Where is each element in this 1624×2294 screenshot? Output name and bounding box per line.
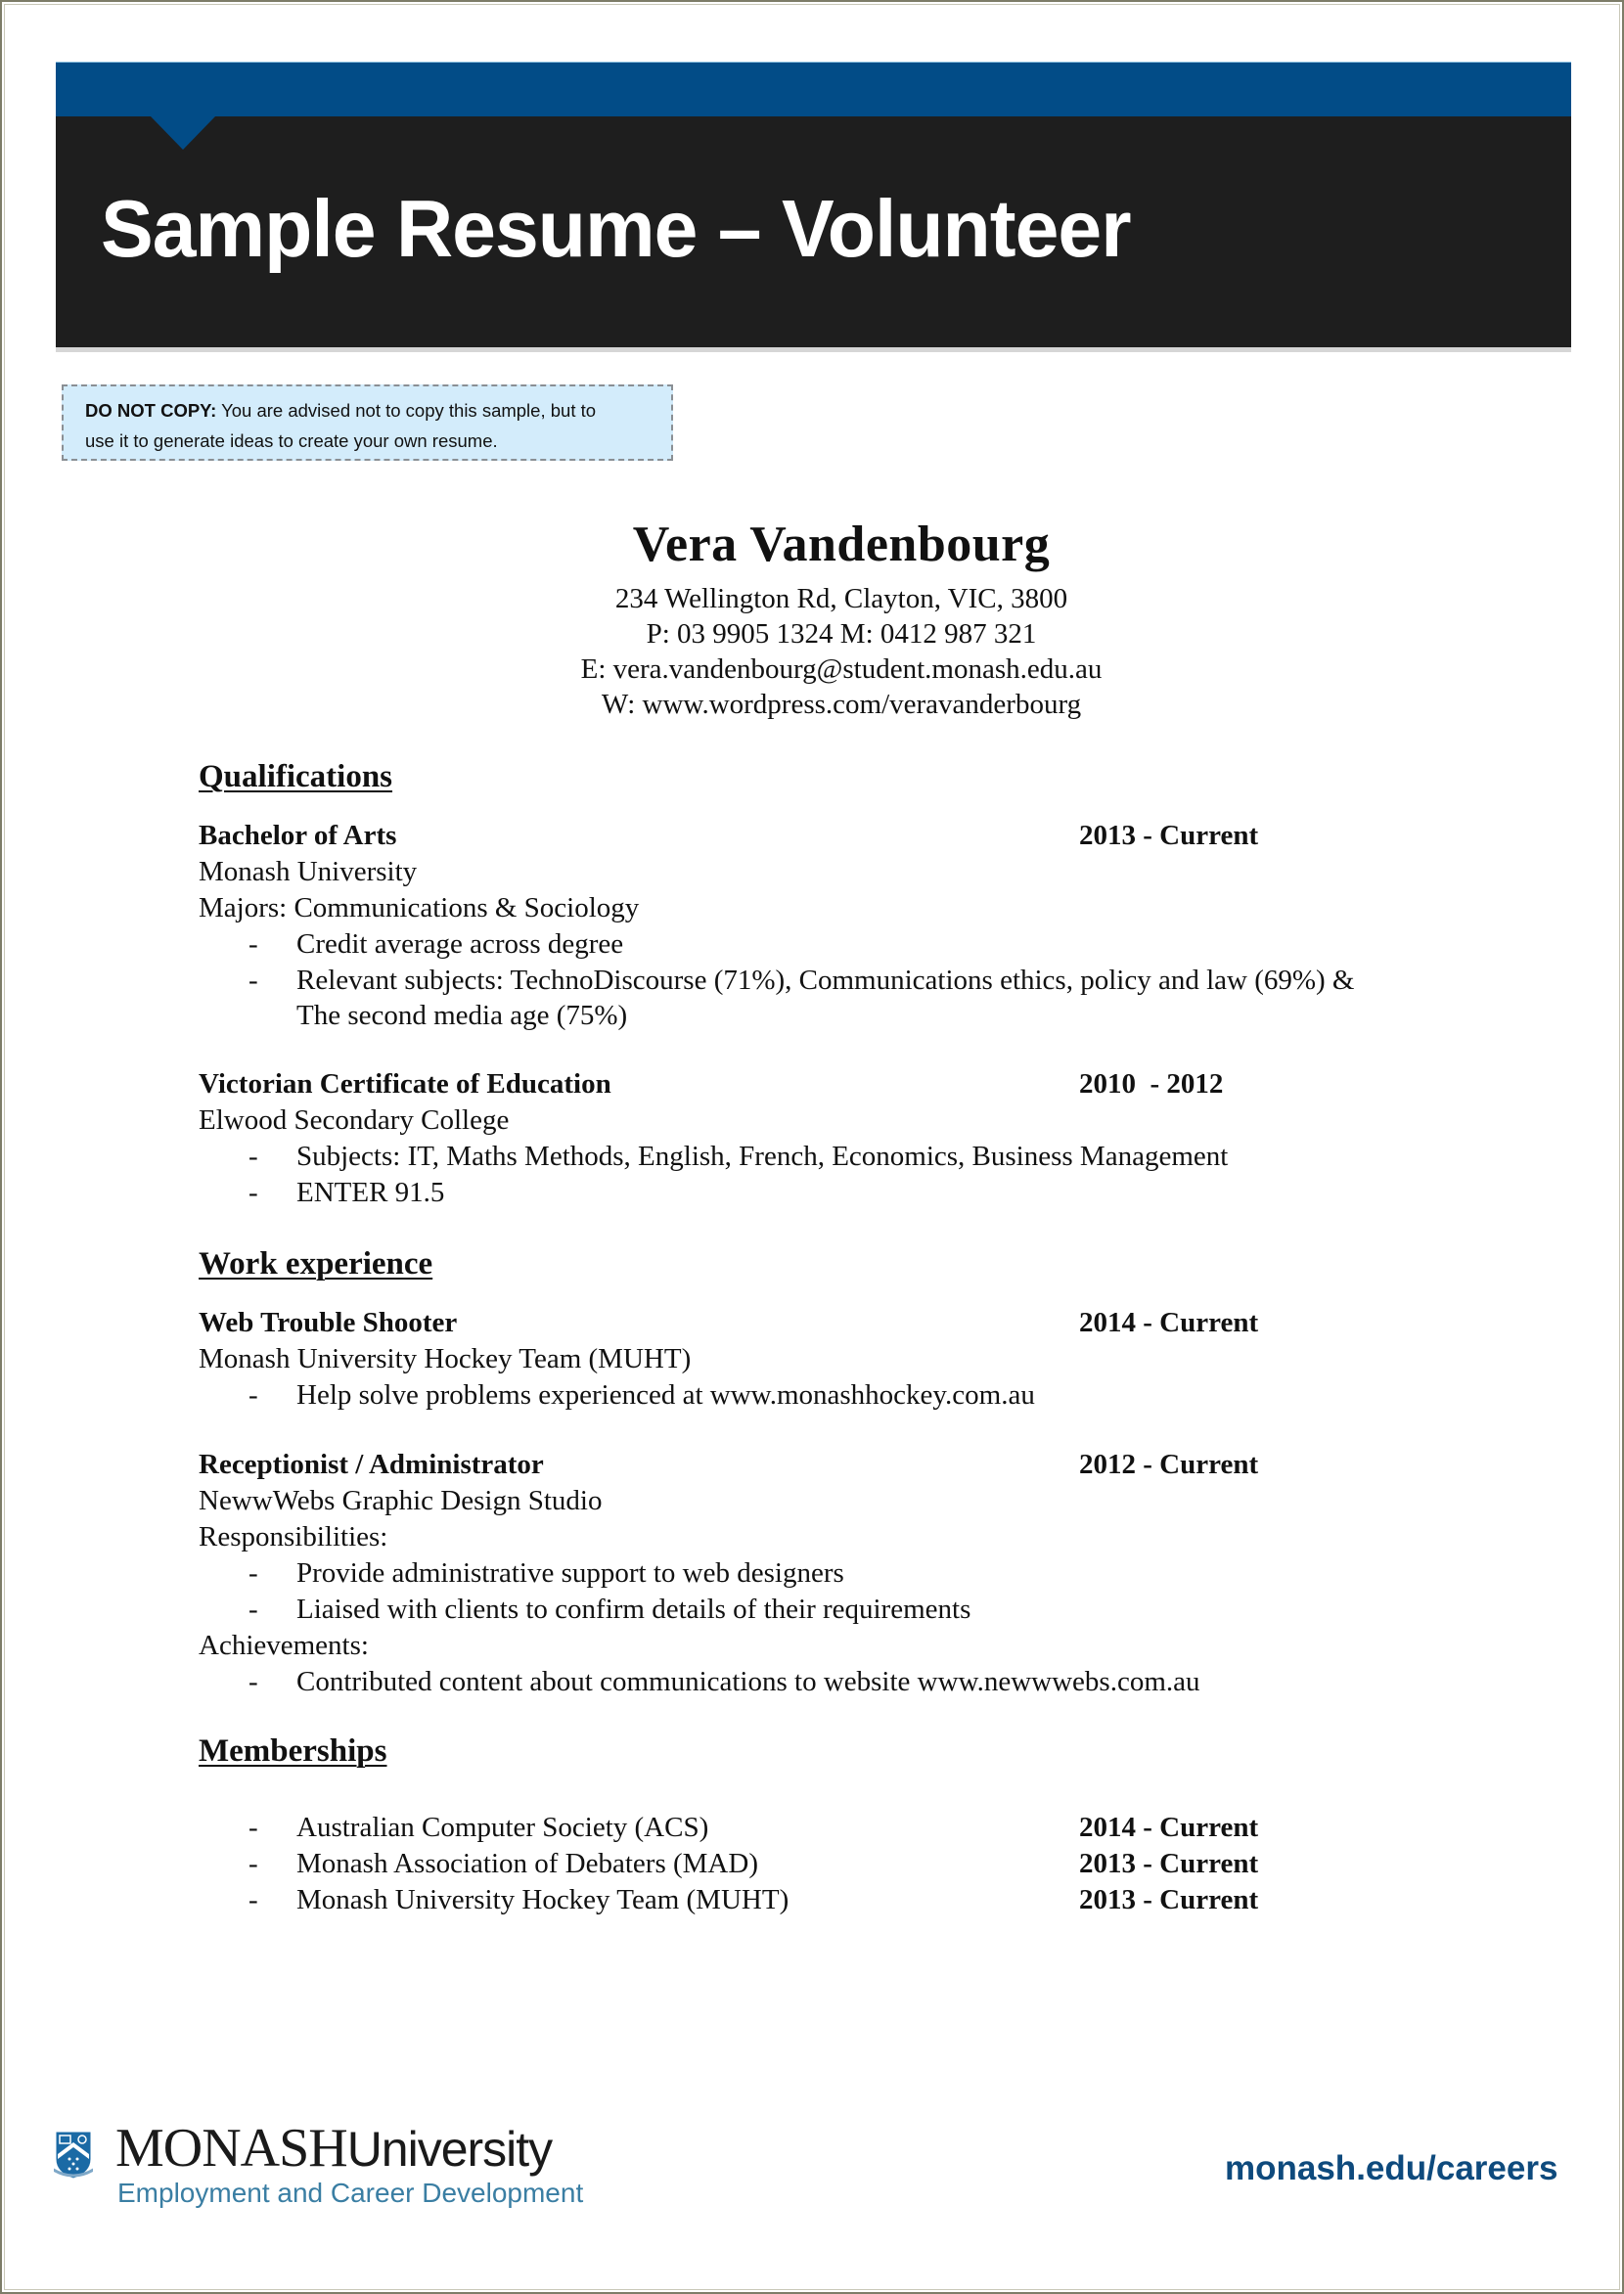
membership-name: Monash Association of Debaters (MAD): [296, 1848, 758, 1879]
list-item: Liaised with clients to confirm details of their requirements: [296, 1594, 971, 1625]
list-item: Relevant subjects: TechnoDiscourse (71%), Communications ethics, policy and law (69%) &: [296, 965, 1355, 996]
membership-name: Monash University Hockey Team (MUHT): [296, 1884, 789, 1915]
list-item: Credit average across degree: [296, 928, 624, 960]
qualification-institution: Elwood Secondary College: [199, 1104, 510, 1136]
qualification-dates: 2010 - 2012: [1079, 1068, 1224, 1100]
qualification-title: Bachelor of Arts: [199, 820, 397, 851]
qualification-majors: Majors: Communications & Sociology: [199, 892, 640, 923]
candidate-name: Vera Vandenbourg: [632, 517, 1051, 572]
qualification-dates: 2013 - Current: [1079, 820, 1259, 851]
job-dates: 2014 - Current: [1079, 1307, 1259, 1338]
page-title: Sample Resume – Volunteer: [101, 183, 1131, 274]
list-item-continued: The second media age (75%): [296, 1000, 628, 1031]
do-not-copy-notice: [62, 384, 673, 461]
membership-dates: 2013 - Current: [1079, 1884, 1259, 1915]
bullet-dash-icon: -: [248, 1666, 258, 1697]
section-heading-qualifications: Qualifications: [199, 759, 393, 794]
logo-subtitle: Employment and Career Development: [117, 2178, 584, 2208]
bullet-dash-icon: -: [248, 1812, 258, 1843]
list-item: ENTER 91.5: [296, 1177, 445, 1208]
address: 234 Wellington Rd, Clayton, VIC, 3800: [614, 583, 1068, 614]
section-heading-work-experience: Work experience: [199, 1246, 433, 1282]
list-item: Provide administrative support to web designers: [296, 1557, 844, 1589]
qualification-institution: Monash University: [199, 856, 418, 887]
qualification-title: Victorian Certificate of Education: [199, 1068, 611, 1100]
bullet-dash-icon: -: [248, 1141, 258, 1172]
notice-line-1: DO NOT COPY: You are advised not to copy this sample, but to: [85, 400, 597, 421]
responsibilities-label: Responsibilities:: [199, 1521, 388, 1552]
membership-dates: 2013 - Current: [1079, 1848, 1259, 1879]
bullet-dash-icon: -: [248, 1379, 258, 1411]
banner-notch-icon: [151, 116, 215, 150]
section-heading-memberships: Memberships: [199, 1733, 387, 1769]
job-dates: 2012 - Current: [1079, 1449, 1259, 1480]
notice-line-2: use it to generate ideas to create your own resume.: [85, 430, 498, 451]
bullet-dash-icon: -: [248, 1884, 258, 1915]
bullet-dash-icon: -: [248, 1848, 258, 1879]
monash-crest-icon: [54, 2130, 93, 2181]
email-link[interactable]: E: vera.vandenbourg@student.monash.edu.au: [580, 653, 1103, 685]
bullet-dash-icon: -: [248, 1177, 258, 1208]
careers-website-link[interactable]: monash.edu/careers: [1225, 2149, 1558, 2187]
phone: P: 03 9905 1324 M: 0412 987 321: [646, 618, 1037, 650]
monash-logo-wordmark: MONASHUniversity: [115, 2118, 553, 2179]
bullet-dash-icon: -: [248, 965, 258, 996]
job-organisation: NewwWebs Graphic Design Studio: [199, 1485, 603, 1516]
membership-name: Australian Computer Society (ACS): [296, 1812, 709, 1843]
list-item: Contributed content about communications to website www.newwwebs.com.au: [296, 1666, 1200, 1697]
list-item: Help solve problems experienced at www.monashhockey.com.au: [296, 1379, 1035, 1411]
notice-label: DO NOT COPY:: [85, 400, 217, 421]
job-title: Receptionist / Administrator: [199, 1449, 544, 1480]
list-item: Subjects: IT, Maths Methods, English, French, Economics, Business Management: [296, 1141, 1229, 1172]
membership-dates: 2014 - Current: [1079, 1812, 1259, 1843]
website-link[interactable]: W: www.wordpress.com/veravanderbourg: [601, 689, 1082, 720]
bullet-dash-icon: -: [248, 1557, 258, 1589]
banner-shadow: [56, 347, 1571, 352]
job-organisation: Monash University Hockey Team (MUHT): [199, 1343, 692, 1374]
bullet-dash-icon: -: [248, 928, 258, 960]
achievements-label: Achievements:: [199, 1630, 369, 1661]
bullet-dash-icon: -: [248, 1594, 258, 1625]
job-title: Web Trouble Shooter: [199, 1307, 458, 1338]
banner-blue-band: [56, 62, 1571, 117]
